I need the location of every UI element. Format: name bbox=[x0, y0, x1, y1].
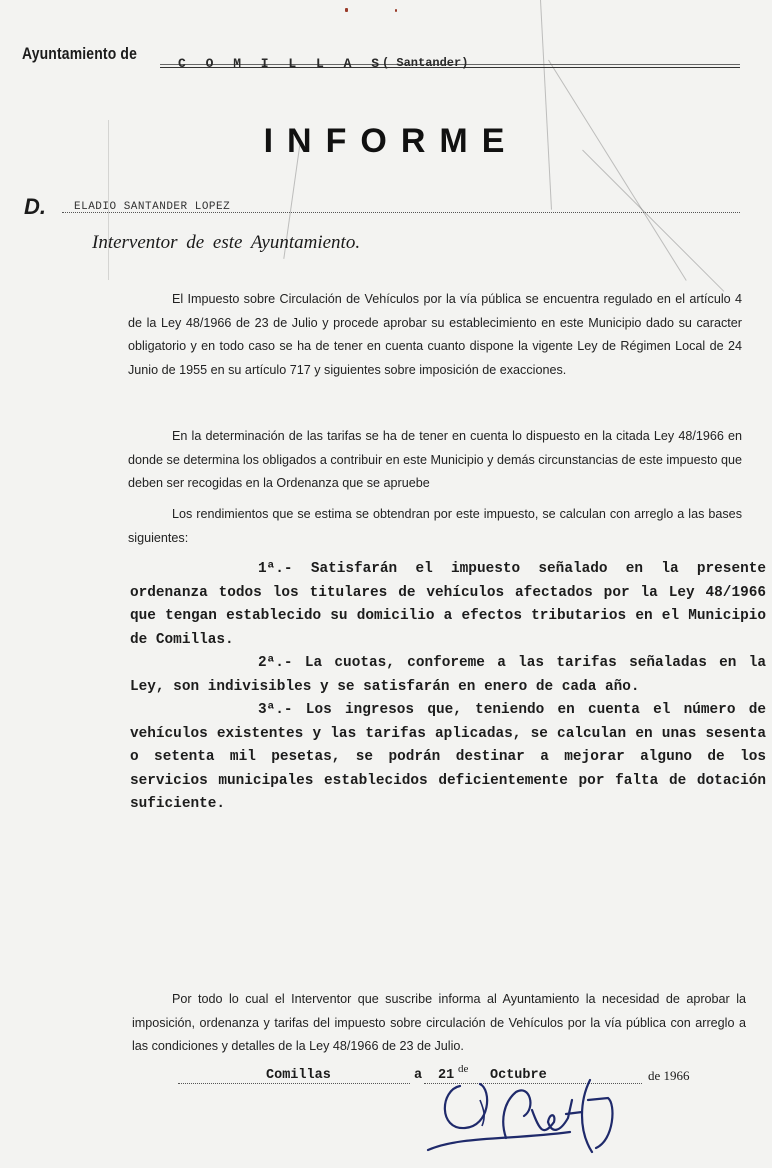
base-item-2: 2ª.- La cuotas, conforeme a las tarifas señaladas en la Ley, son indivisibles y se satisfarán en enero de cada año. bbox=[130, 655, 766, 695]
base-item-3: 3ª.- Los ingresos que, teniendo en cuenta el número de vehículos existentes y las tarifas aplicadas, se calculan en unas sesenta o setenta mil pesetas, se podrán destinar a mejorar alguno de los servicios municipales establecidos deficientemente por falta de dotación suficiente. bbox=[130, 702, 766, 812]
ink-speck bbox=[395, 9, 397, 12]
paragraph-3: Los rendimientos que se estima se obtendran por este impuesto, se calculan con arreglo a las bases siguientes: bbox=[128, 507, 742, 545]
date-year: de 1966 bbox=[648, 1068, 690, 1083]
header-province: ( Santander) bbox=[382, 56, 469, 70]
recipient-prefix: D. bbox=[24, 194, 46, 219]
recipient-role: Interventor de este Ayuntamiento. bbox=[92, 232, 361, 253]
paragraph-2: En la determinación de las tarifas se ha de tener en cuenta lo dispuesto en la citada Ley 48/1966 en donde se determina los obligados a contribuir en este Municipio y demás circunstancias de este impuesto que deben ser recogidas en la Ordenanza que se apruebe bbox=[128, 429, 742, 491]
date-month: Octubre bbox=[490, 1068, 547, 1083]
paragraph-1: El Impuesto sobre Circulación de Vehículos por la vía pública se encuentra regulado en el artículo 4 de la Ley 48/1966 de 23 de Julio y procede aprobar su establecimiento en este Municipio dado su caracter obligatorio y en todo caso se ha de tener en cuenta cuanto dispone la vigente Ley de Régimen Local de 24 Junio de 1955 en su artículo 717 y siguientes sobre imposición de exacciones. bbox=[128, 292, 742, 377]
paper-crease bbox=[540, 0, 552, 210]
date-day: 21 bbox=[438, 1068, 455, 1083]
date-a: a bbox=[414, 1068, 423, 1083]
header-town: C O M I L L A S bbox=[178, 56, 386, 71]
ink-speck bbox=[345, 8, 348, 12]
recipient-name: ELADIO SANTANDER LOPEZ bbox=[74, 201, 231, 213]
date-de: de bbox=[458, 1063, 469, 1075]
paper-crease bbox=[582, 150, 724, 292]
handwritten-signature bbox=[420, 1070, 630, 1160]
base-item-1: 1ª.- Satisfarán el impuesto señalado en la presente ordenanza todos los titulares de vehículos afectados por la Ley 48/1966 que tengan establecido su domicilio a efectos tributarios en el Municipio de Comillas. bbox=[130, 561, 766, 648]
bases-block bbox=[130, 558, 766, 817]
closing-paragraph: Por todo lo cual el Interventor que suscribe informa al Ayuntamiento la necesidad de aprobar la imposición, ordenanza y tarifas del impuesto sobre circulación de Vehículos por la vía pública con arreglo a las condiciones y detalles de la Ley 48/1966 de 23 de Julio. bbox=[132, 992, 746, 1054]
header-label: Ayuntamiento de bbox=[22, 44, 138, 63]
document-title: INFORME bbox=[263, 122, 519, 160]
date-place: Comillas bbox=[266, 1068, 331, 1083]
paper-crease bbox=[548, 60, 687, 281]
date-rule bbox=[178, 1083, 410, 1084]
